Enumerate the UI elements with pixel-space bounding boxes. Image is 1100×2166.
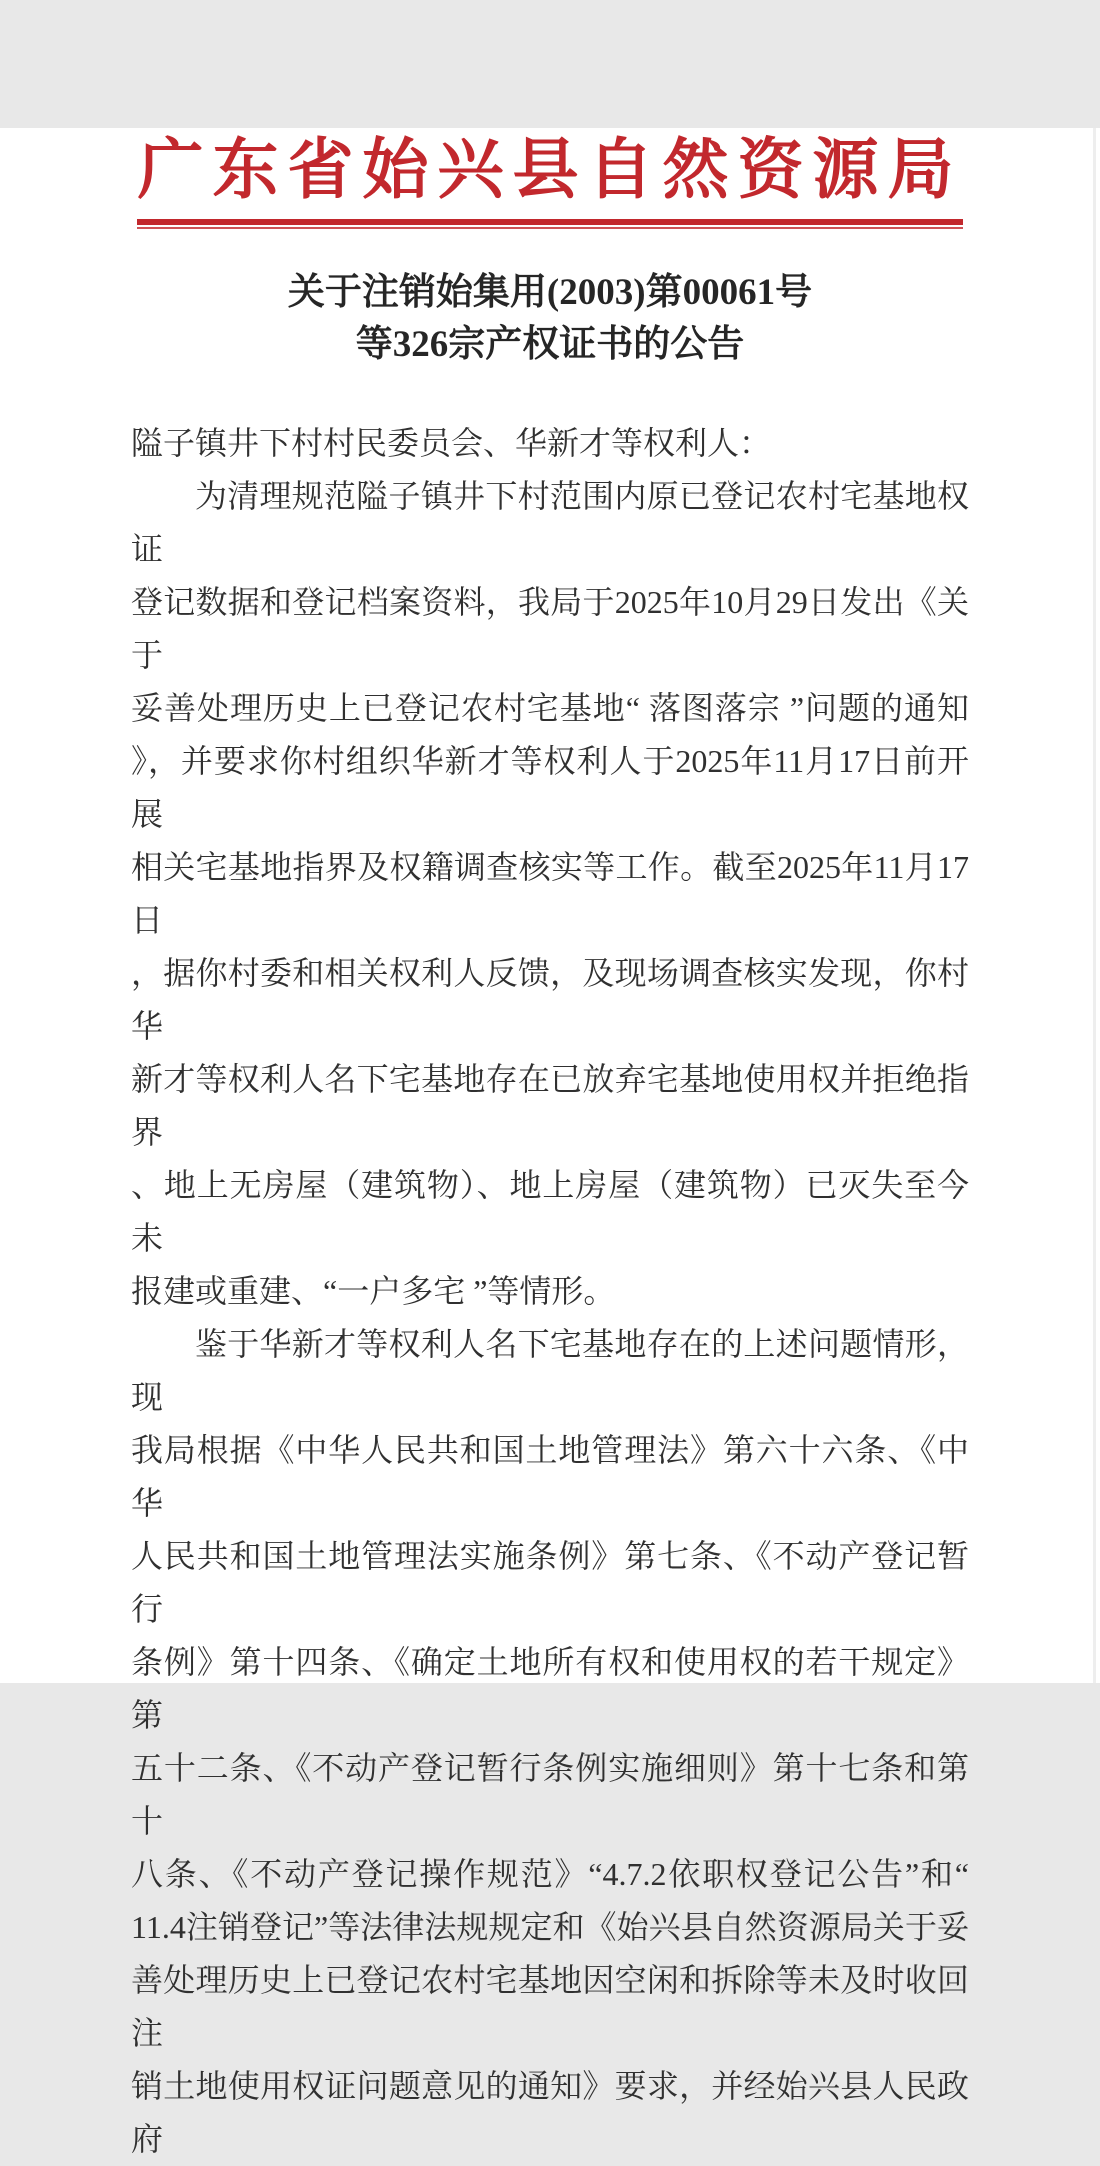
paragraph2-line: 人民共和国土地管理法实施条例》第七条、《不动产登记暂行 bbox=[131, 1538, 969, 1627]
notice-title-line2: 等326宗产权证书的公告 bbox=[355, 324, 745, 365]
header-rule bbox=[137, 219, 963, 229]
notice-title-line1: 关于注销始集用(2003)第00061号 bbox=[287, 272, 813, 313]
paragraph1-line: 相关宅基地指界及权籍调查核实等工作。截至2025年11月17日 bbox=[131, 849, 969, 938]
document-page bbox=[0, 128, 1100, 2157]
paragraph2-line: 条例》第十四条、《确定土地所有权和使用权的若干规定》第 bbox=[131, 1644, 969, 1733]
paragraph2-line: 五十二条、《不动产登记暂行条例实施细则》第十七条和第十 bbox=[131, 1750, 969, 1839]
paragraph2-line: 销土地使用权证问题意见的通知》要求，并经始兴县人民政府 bbox=[131, 2068, 969, 2157]
notice-body bbox=[131, 417, 969, 2166]
paragraph2-line: 鉴于华新才等权利人名下宅基地存在的上述问题情形，现 bbox=[131, 1326, 969, 1415]
paragraph1-line: 、地上无房屋（建筑物）、地上房屋（建筑物）已灭失至今未 bbox=[131, 1167, 969, 1256]
paragraph1-line: 》，并要求你村组织华新才等权利人于2025年11月17日前开展 bbox=[131, 743, 969, 832]
paragraph1-line: 报建或重建、“一户多宅 ”等情形。 bbox=[131, 1273, 616, 1309]
paragraph2-line: 11.4注销登记”等法律法规规定和《始兴县自然资源局关于妥 bbox=[131, 1909, 969, 1945]
header-rule-thin-line bbox=[137, 227, 963, 229]
salutation: 隘子镇井下村村民委员会、华新才等权利人： bbox=[131, 425, 772, 461]
paragraph2-line: 八条、《不动产登记操作规范》“4.7.2依职权登记公告”和“ bbox=[131, 1856, 969, 1892]
paragraph1-line: 登记数据和登记档案资料，我局于2025年10月29日发出《关于 bbox=[131, 584, 969, 673]
paragraph1-line: 新才等权利人名下宅基地存在已放弃宅基地使用权并拒绝指界 bbox=[131, 1061, 969, 1150]
notice-title bbox=[0, 267, 1100, 371]
header-rule-thick-line bbox=[137, 219, 963, 225]
paragraph2-line: 我局根据《中华人民共和国土地管理法》第六十六条、《中华 bbox=[131, 1432, 969, 1521]
paragraph1-line: 妥善处理历史上已登记农村宅基地“ 落图落宗 ”问题的通知 bbox=[131, 690, 969, 726]
paragraph1-line: ，据你村委和相关权利人反馈，及现场调查核实发现，你村华 bbox=[131, 955, 969, 1044]
paragraph2-line: 善处理历史上已登记农村宅基地因空闲和拆除等未及时收回注 bbox=[131, 1962, 969, 2051]
agency-name: 广东省始兴县自然资源局 bbox=[137, 134, 963, 207]
paragraph1-line: 为清理规范隘子镇井下村范围内原已登记农村宅基地权证 bbox=[131, 478, 969, 567]
